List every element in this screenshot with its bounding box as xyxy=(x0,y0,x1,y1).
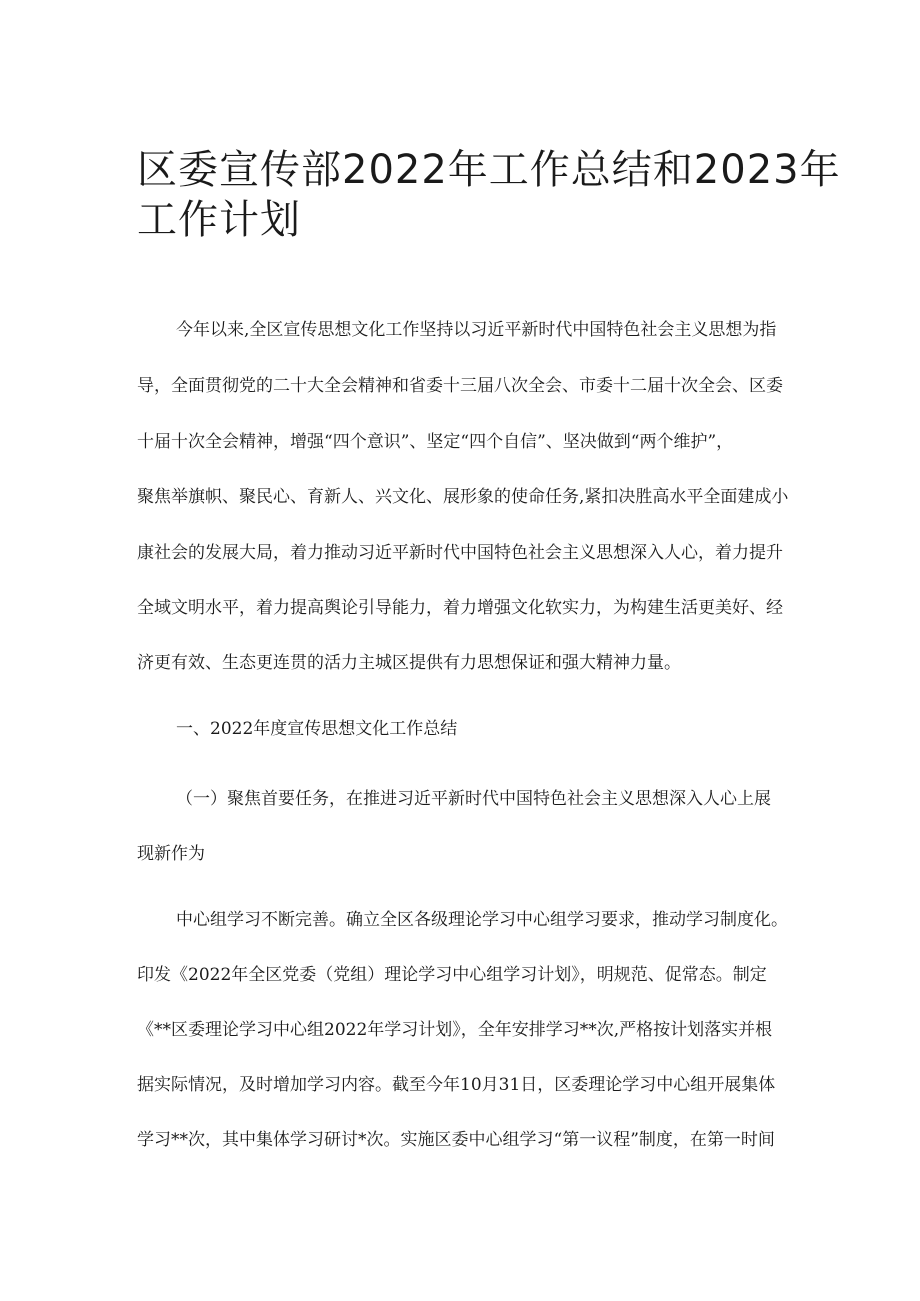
intro-line-3: 十届十次全会精神，增强“四个意识”、坚定“四个自信”、坚决做到“两个维护”， xyxy=(137,432,734,452)
intro-line-6: 全域文明水平，着力提高舆论引导能力，着力增强文化软实力，为构建生活更美好、经 xyxy=(137,598,783,618)
subsection-heading-line-2: 现新作为 xyxy=(137,844,205,864)
section-heading: 一、2022年度宣传思想文化工作总结 xyxy=(176,719,458,739)
study-line-2: 印发《2022年全区党委（党组）理论学习中心组学习计划》，明规范、促常态。制定 xyxy=(137,965,767,985)
intro-line-2: 导，全面贯彻党的二十大全会精神和省委十三届八次全会、市委十二届十次全会、区委 xyxy=(137,376,783,396)
study-line-5: 学习**次，其中集体学习研讨*次。实施区委中心组学习“第一议程”制度，在第一时间 xyxy=(137,1130,775,1150)
intro-line-7: 济更有效、生态更连贯的活力主城区提供有力思想保证和强大精神力量。 xyxy=(137,653,681,673)
document-title-line-1: 区委宣传部2022年工作总结和2023年 xyxy=(137,147,841,193)
subsection-heading-line-1: （一）聚焦首要任务，在推进习近平新时代中国特色社会主义思想深入人心上展 xyxy=(176,789,771,809)
study-line-4: 据实际情况，及时增加学习内容。截至今年10月31日，区委理论学习中心组开展集体 xyxy=(137,1075,776,1095)
study-line-3: 《**区委理论学习中心组2022年学习计划》，全年安排学习**次,严格按计划落实并根 xyxy=(137,1020,773,1040)
document-title-line-2: 工作计划 xyxy=(137,197,301,243)
study-line-1: 中心组学习不断完善。确立全区各级理论学习中心组学习要求，推动学习制度化。 xyxy=(176,910,788,930)
intro-line-1: 今年以来,全区宣传思想文化工作坚持以习近平新时代中国特色社会主义思想为指 xyxy=(176,320,777,340)
intro-line-5: 康社会的发展大局，着力推动习近平新时代中国特色社会主义思想深入人心，着力提升 xyxy=(137,543,783,563)
intro-line-4: 聚焦举旗帜、聚民心、育新人、兴文化、展形象的使命任务,紧扣决胜高水平全面建成小 xyxy=(137,487,789,507)
